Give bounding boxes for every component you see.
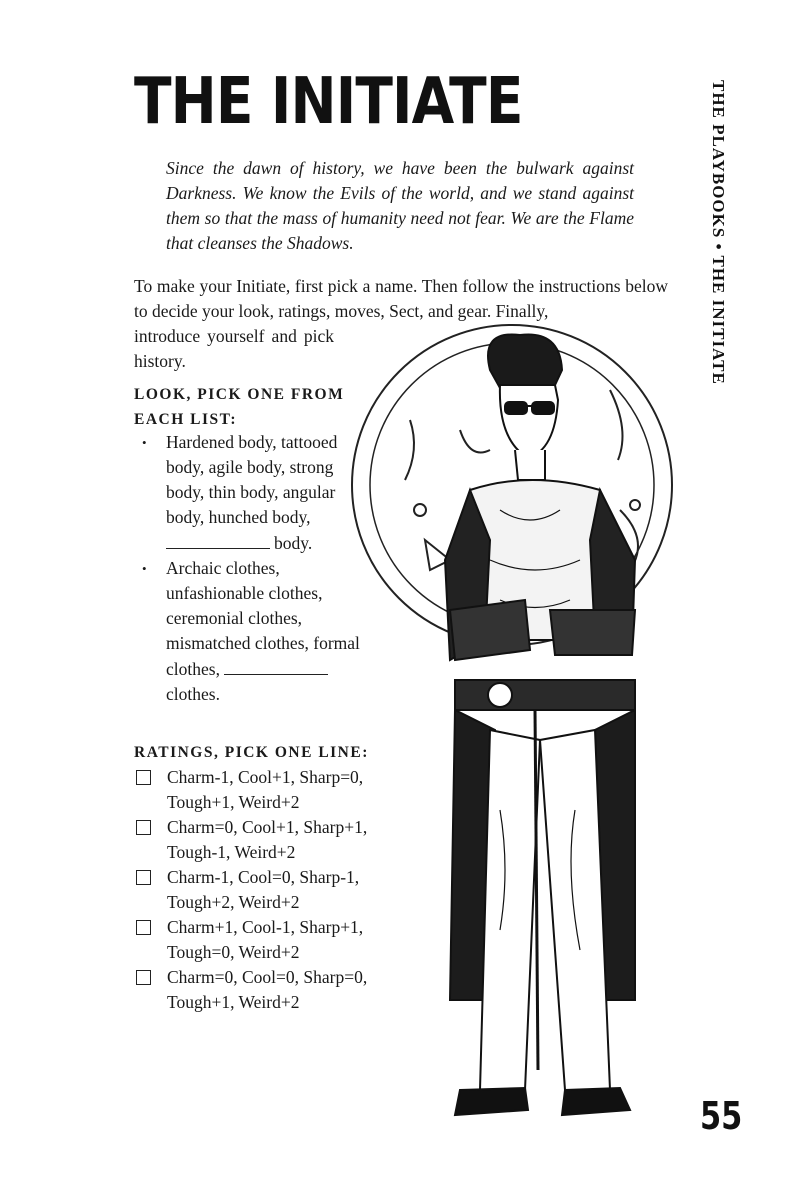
rating-line-2: Tough-1, Weird+2 — [167, 842, 296, 862]
look-option-clothes-suffix: clothes. — [166, 684, 220, 704]
checkbox[interactable] — [136, 920, 151, 935]
rating-line-1: Charm+1, Cool-1, Sharp+1, — [167, 917, 364, 937]
look-option-clothes: Archaic clothes, unfashionable clothes, ceremonial clothes, mismatched clothes, formal clothes, — [166, 558, 360, 679]
rating-line-1: Charm=0, Cool=0, Sharp=0, — [167, 967, 368, 987]
rating-line-2: Tough+1, Weird+2 — [167, 992, 300, 1012]
page-title: THE INITIATE — [134, 65, 523, 139]
list-item — [140, 430, 360, 556]
intro-text-tail: introduce yourself and pick history. — [134, 326, 334, 371]
checkbox[interactable] — [136, 820, 151, 835]
checkbox[interactable] — [136, 770, 151, 785]
ratings-heading: RATINGS, PICK ONE LINE: — [134, 744, 369, 761]
rating-line-2: Tough=0, Weird+2 — [167, 942, 300, 962]
look-heading: LOOK, PICK ONE FROM EACH LIST: — [134, 386, 345, 428]
blank-line — [224, 656, 328, 675]
rating-line-1: Charm-1, Cool+1, Sharp=0, — [167, 767, 364, 787]
epigraph-quote: Since the dawn of history, we have been the bulwark against Darkness. We know the Evils of the world, and we stand against them so that the mass of humanity need not fear. We are the Flame that cleanses the Shadows. — [166, 158, 634, 253]
rating-line-2: Tough+2, Weird+2 — [167, 892, 300, 912]
page-number: 55 — [700, 1094, 743, 1138]
checkbox[interactable] — [136, 870, 151, 885]
bullet-icon: • — [142, 435, 147, 450]
list-item — [140, 556, 360, 707]
look-option-body: Hardened body, tattooed body, agile body, strong body, thin body, angular body, hunched body, — [166, 432, 338, 527]
checkbox[interactable] — [136, 970, 151, 985]
intro-text: To make your Initiate, first pick a name. Then follow the instructions below to decide your look, ratings, moves, Sect, and gear. Finally, — [134, 276, 668, 321]
blank-line — [166, 530, 270, 549]
look-list — [140, 430, 360, 707]
side-running-header: THE PLAYBOOKS • THE INITIATE — [709, 80, 728, 385]
rating-line-2: Tough+1, Weird+2 — [167, 792, 300, 812]
initiate-figure-icon — [350, 310, 680, 1140]
rating-line-1: Charm=0, Cool+1, Sharp+1, — [167, 817, 368, 837]
look-option-body-suffix: body. — [274, 533, 313, 553]
bullet-icon: • — [142, 561, 147, 576]
rating-line-1: Charm-1, Cool=0, Sharp-1, — [167, 867, 360, 887]
